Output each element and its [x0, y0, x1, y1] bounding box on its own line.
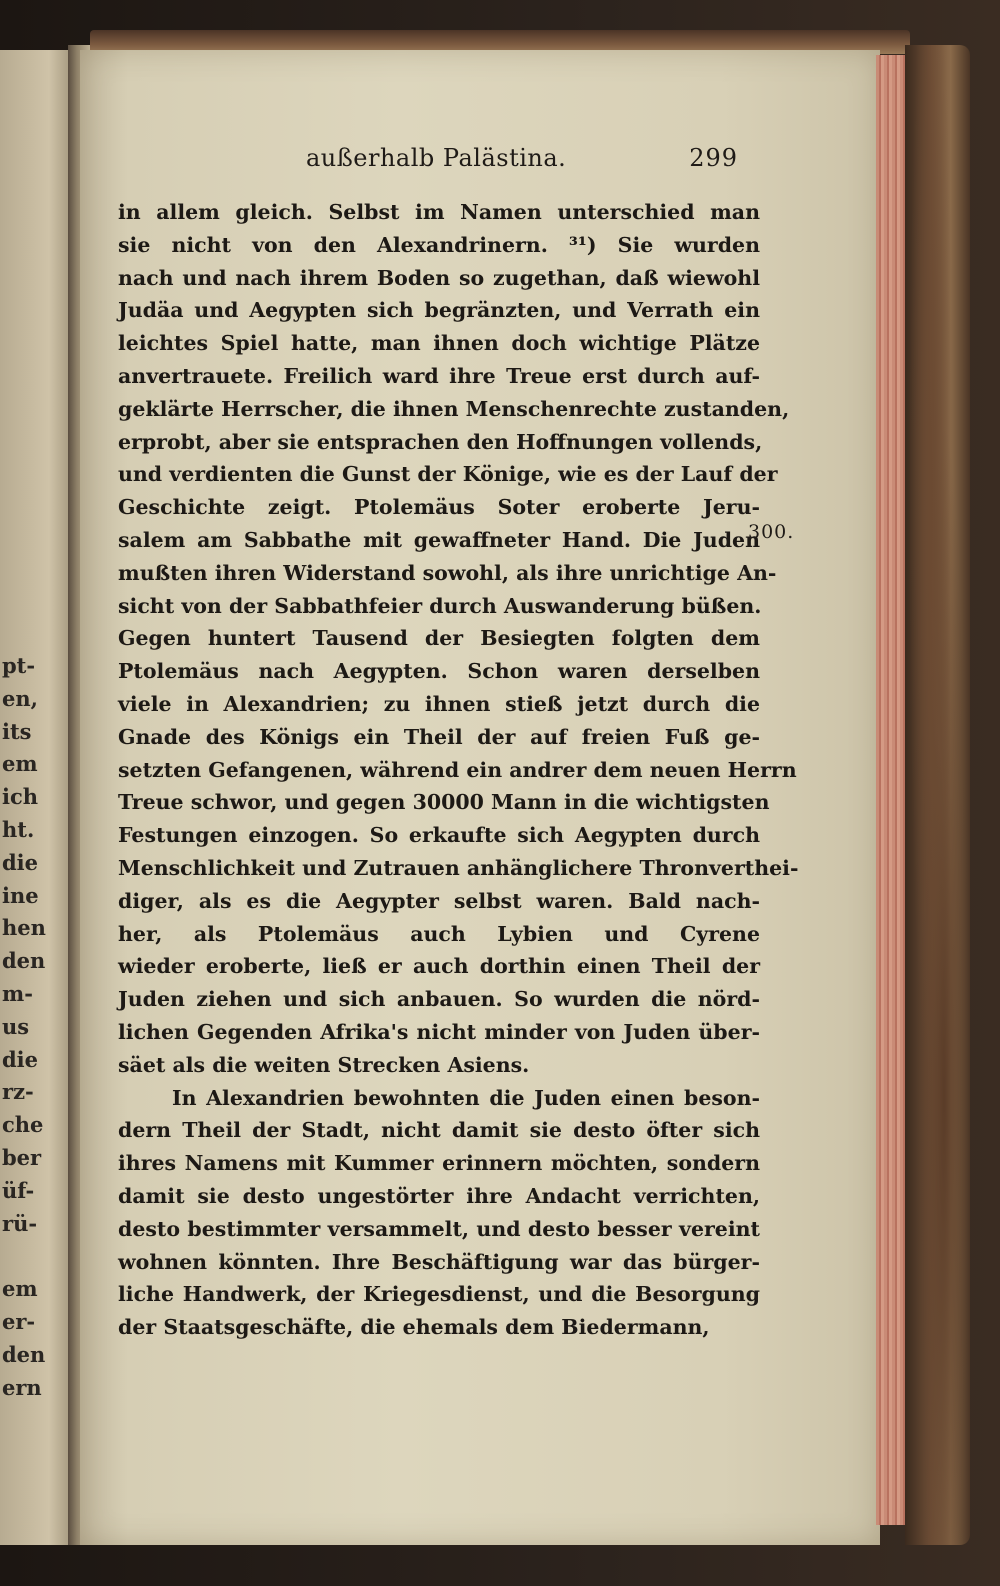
text-line: lichen Gegenden Afrika's nicht minder von Juden über-	[118, 1019, 760, 1044]
running-title: außerhalb Palästina.	[306, 144, 567, 172]
text-line: her, als Ptolemäus auch Lybien und Cyrene	[118, 921, 760, 946]
text-line: wohnen könnten. Ihre Beschäftigung war das bürger-	[118, 1249, 760, 1274]
previous-page-fragments	[2, 650, 62, 1404]
text-line: Geschichte zeigt. Ptolemäus Soter eroberte Jeru-	[118, 495, 760, 520]
previous-page-fragment: em	[2, 751, 38, 777]
text-line: In Alexandrien bewohnten die Juden einen beson-	[172, 1085, 760, 1110]
text-line: Juden ziehen und sich anbauen. So wurden die nörd-	[118, 987, 760, 1012]
text-line: wieder eroberte, ließ er auch dorthin einen Theil der	[118, 954, 760, 979]
previous-page-fragment: den	[2, 1341, 46, 1367]
previous-page-fragment: rz-	[2, 1079, 34, 1105]
previous-page-fragment	[2, 1240, 62, 1273]
text-line: Gegen huntert Tausend der Besiegten folgten dem	[118, 626, 760, 651]
previous-page-fragment: üf-	[2, 1177, 35, 1203]
previous-page-fragment: rü-	[2, 1210, 38, 1236]
text-line: der Staatsgeschäfte, die ehemals dem Biedermann,	[118, 1315, 710, 1340]
page-number: 299	[689, 144, 738, 172]
text-line: Festungen einzogen. So erkaufte sich Aegypten durch	[118, 823, 760, 848]
text-line: setzten Gefangenen, während ein andrer dem neuen Herrn	[118, 757, 797, 782]
previous-page	[0, 50, 70, 1545]
previous-page-fragment: die	[2, 1046, 39, 1072]
previous-page-fragment: us	[2, 1013, 30, 1039]
text-line: Judäa und Aegypten sich begränzten, und Verrath ein	[118, 298, 760, 323]
text-line: in allem gleich. Selbst im Namen unterschied man	[118, 200, 760, 224]
text-line: viele in Alexandrien; zu ihnen stieß jetzt durch die	[118, 691, 760, 716]
margin-note: 300.	[748, 521, 795, 543]
text-line: säet als die weiten Strecken Asiens.	[118, 1052, 530, 1077]
previous-page-fragment: ern	[2, 1374, 42, 1400]
text-line: sie nicht von den Alexandrinern. ³¹) Sie wurden	[118, 232, 760, 257]
text-line: salem am Sabbathe mit gewaffneter Hand. Die Juden	[118, 527, 760, 552]
previous-page-fragment: ber	[2, 1144, 42, 1170]
previous-page-fragment: m-	[2, 980, 33, 1006]
text-line: liche Handwerk, der Kriegesdienst, und die Besorgung	[118, 1282, 760, 1307]
text-line: Treue schwor, und gegen 30000 Mann in die wichtigsten	[118, 790, 770, 815]
text-line: dern Theil der Stadt, nicht damit sie desto öfter sich	[118, 1118, 760, 1143]
text-line: anvertrauete. Freilich ward ihre Treue erst durch auf-	[118, 363, 760, 388]
previous-page-fragment: ht.	[2, 816, 35, 842]
previous-page-fragment: em	[2, 1276, 38, 1302]
text-line: ihres Namens mit Kummer erinnern möchten, sondern	[118, 1151, 760, 1176]
previous-page-fragment: den	[2, 948, 46, 974]
text-line: Gnade des Königs ein Theil der auf freien Fuß ge-	[118, 724, 760, 749]
text-line: Menschlichkeit und Zutrauen anhänglichere Thronverthei-	[118, 855, 799, 880]
text-line: nach und nach ihrem Boden so zugethan, daß wiewohl	[118, 265, 760, 290]
previous-page-fragment: hen	[2, 915, 46, 941]
text-line: damit sie desto ungestörter ihre Andacht verrichten,	[118, 1183, 760, 1208]
text-line: erprobt, aber sie entsprachen den Hoffnungen vollends,	[118, 429, 763, 454]
body-text	[118, 196, 799, 1344]
previous-page-fragment: en,	[2, 685, 38, 711]
previous-page-fragment: ine	[2, 882, 39, 908]
previous-page-fragment: die	[2, 849, 39, 875]
previous-page-fragment: its	[2, 718, 32, 744]
book-cover-right	[905, 45, 970, 1545]
text-line: desto bestimmter versammelt, und desto besser vereint	[118, 1216, 760, 1241]
text-line: diger, als es die Aegypter selbst waren. Bald nach-	[118, 888, 760, 913]
text-line: geklärte Herrscher, die ihnen Menschenrechte zustanden,	[118, 396, 790, 421]
previous-page-fragment: pt-	[2, 653, 36, 678]
text-line: Ptolemäus nach Aegypten. Schon waren derselben	[118, 659, 760, 684]
text-line: leichtes Spiel hatte, man ihnen doch wichtige Plätze	[118, 331, 760, 356]
previous-page-fragment: che	[2, 1112, 44, 1138]
previous-page-fragment: ich	[2, 784, 39, 810]
previous-page-fragment: er-	[2, 1308, 36, 1334]
text-line: sicht von der Sabbathfeier durch Auswanderung büßen.	[118, 593, 762, 618]
page-header	[300, 140, 738, 180]
text-line: mußten ihren Widerstand sowohl, als ihre unrichtige An-	[118, 560, 777, 585]
text-line: und verdienten die Gunst der Könige, wie es der Lauf der	[118, 462, 778, 487]
